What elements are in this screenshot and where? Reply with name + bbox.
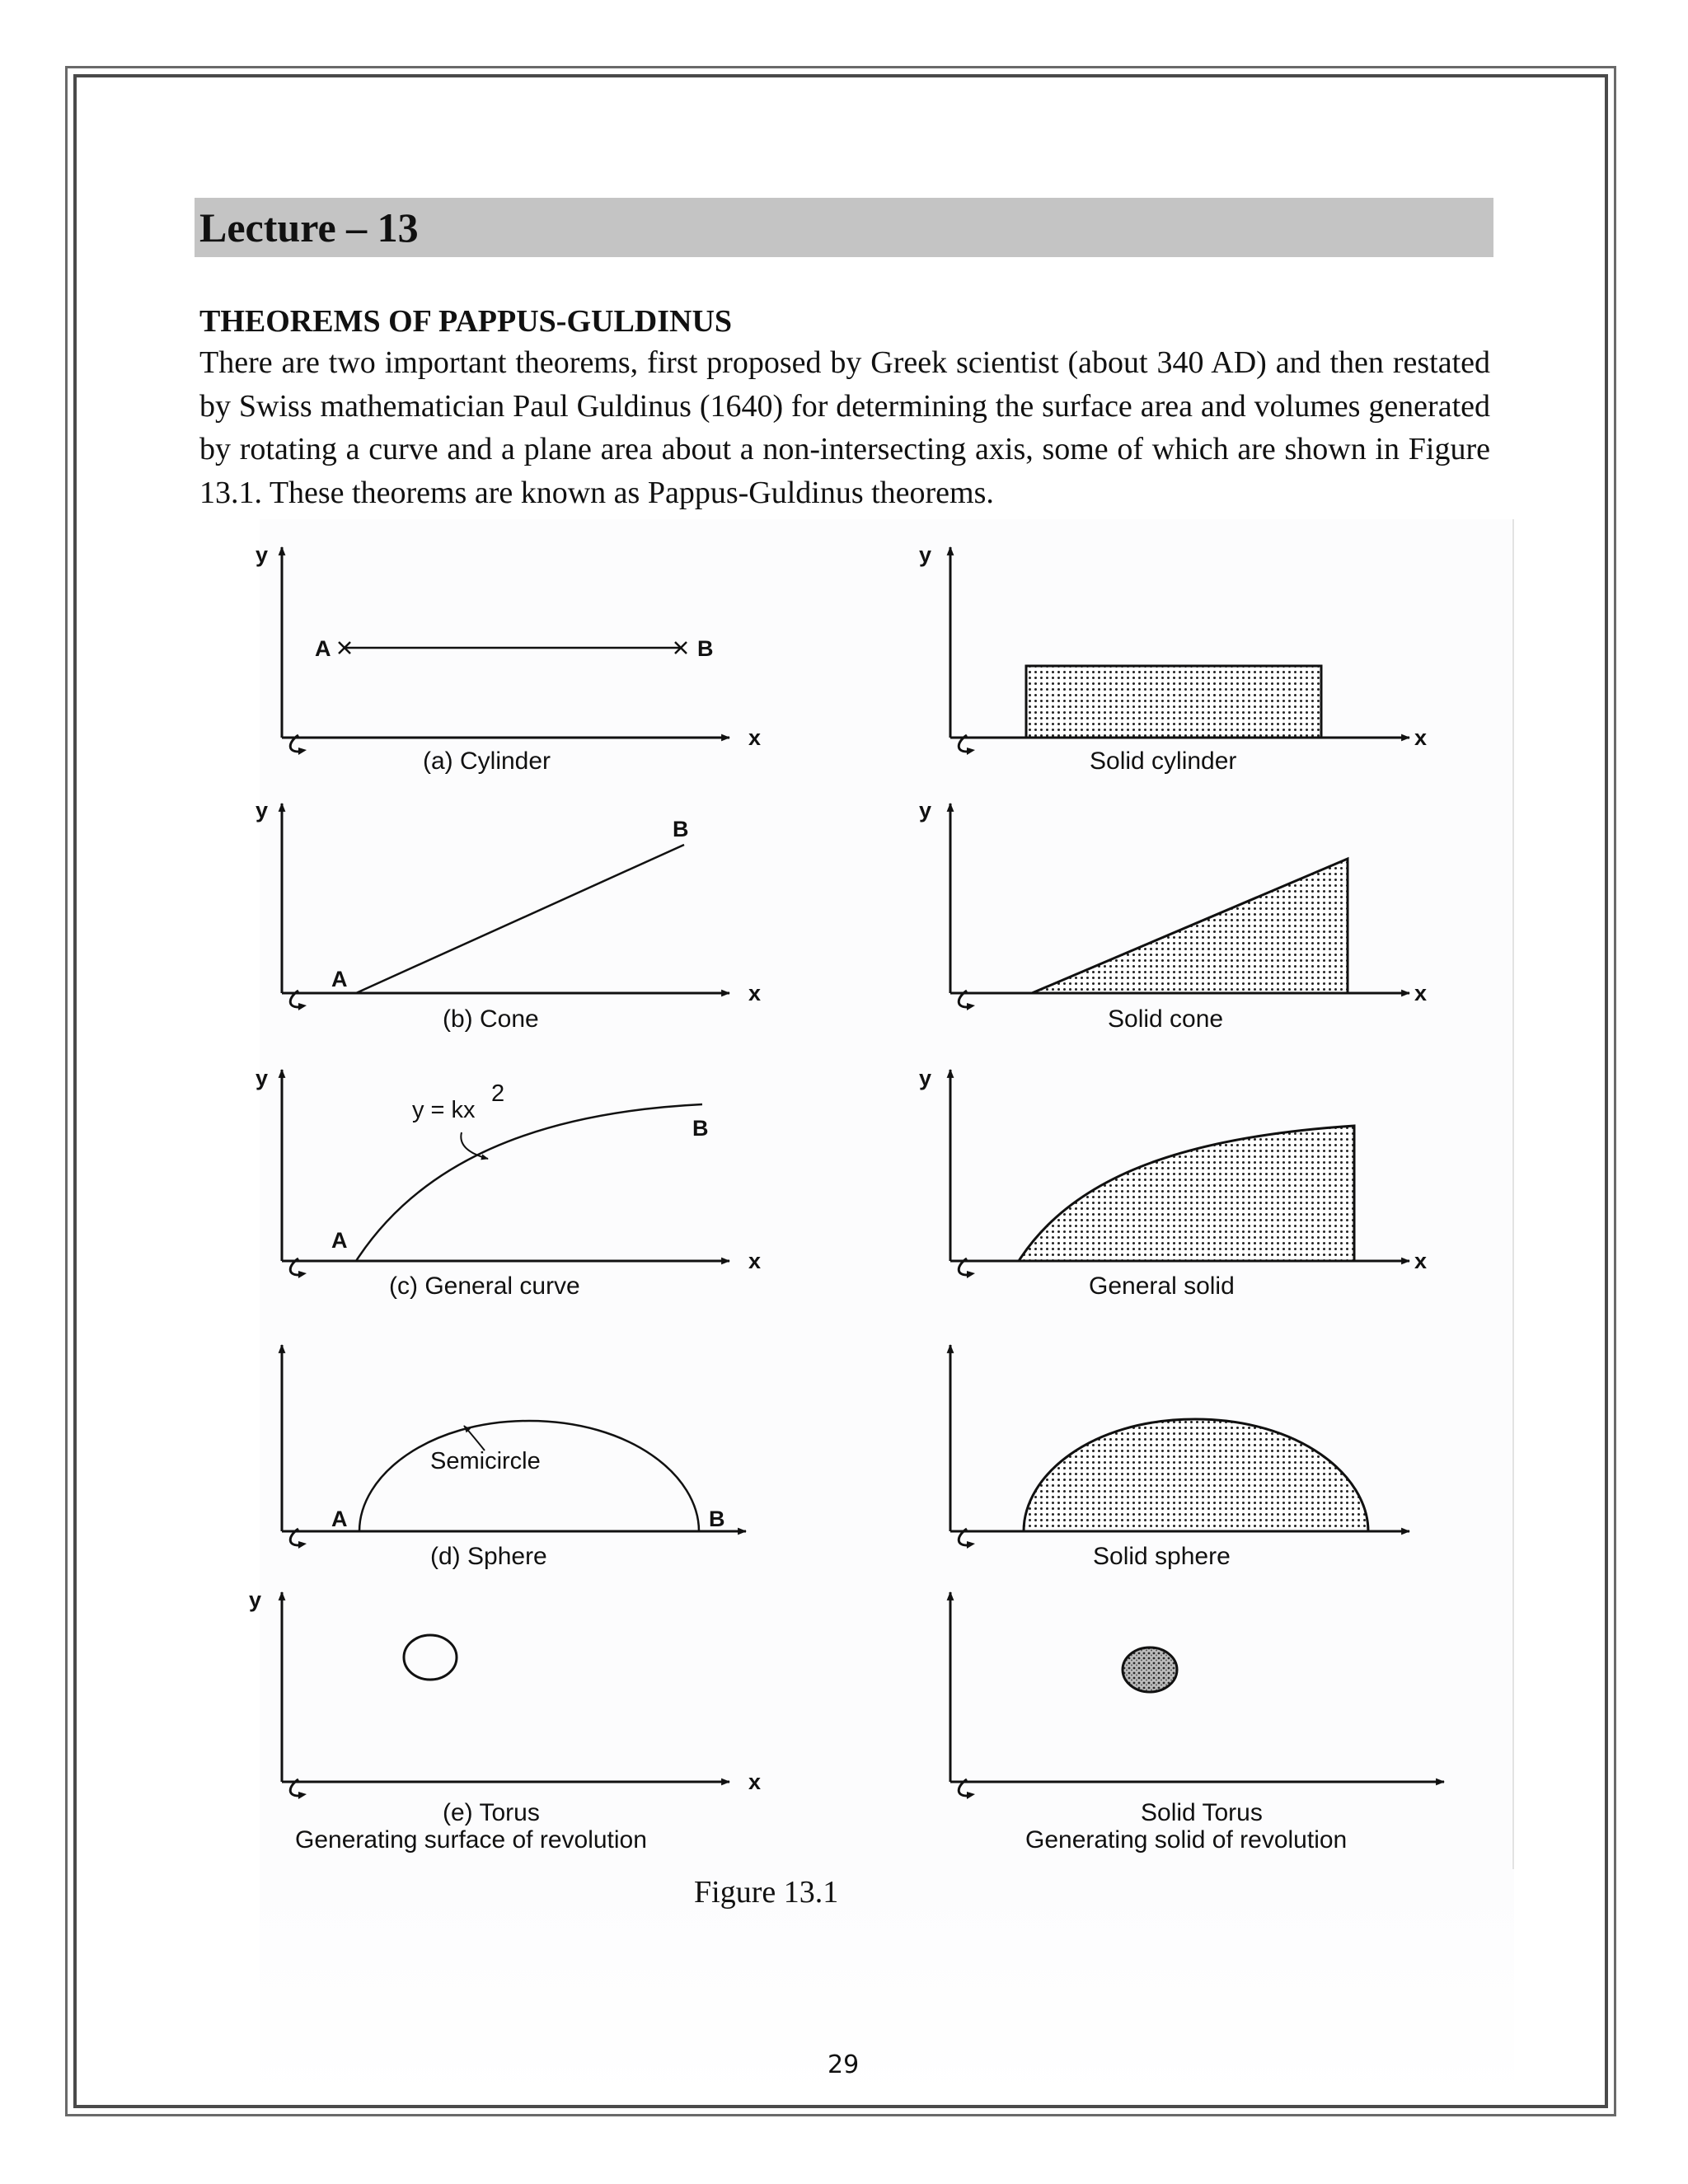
panel-d-left — [282, 1345, 746, 1570]
y-axis-label: y — [919, 798, 932, 823]
y-axis-label: y — [919, 542, 932, 567]
equation-pointer-arrow-icon — [461, 1132, 488, 1159]
solid-torus-disc — [1123, 1647, 1177, 1692]
x-axis-label: x — [748, 725, 762, 750]
subcaption-solid-of-revolution: Generating solid of revolution — [1025, 1826, 1348, 1854]
intro-paragraph: There are two important theorems, first proposed by Greek scientist (about 340 AD) and then restated by Swiss mathematician Paul Guldinus (1640) for determining the surface area and volumes generated by rotating a curve and a plane area about a non-intersecting axis, some of which are shown in Figure 13.1. These theorems are known as Pappus-Guldinus theorems. — [199, 345, 1490, 510]
solid-cone-region — [1032, 859, 1348, 993]
panel-d-right — [950, 1345, 1409, 1570]
semicircle-curve — [359, 1421, 699, 1531]
torus-generating-circle — [404, 1635, 457, 1680]
rotation-arrowhead-icon — [967, 1003, 975, 1010]
rotation-arrowhead-icon — [967, 1271, 975, 1278]
panel-c-left — [256, 1066, 761, 1300]
rotation-arrowhead-icon — [298, 1003, 307, 1010]
y-axis-label: y — [249, 1587, 262, 1612]
x-axis-label: x — [748, 1769, 762, 1794]
caption-general-curve: (c) General curve — [389, 1272, 580, 1300]
caption-solid-sphere: Solid sphere — [1093, 1543, 1231, 1570]
panel-c-right — [919, 1066, 1427, 1300]
point-a-label: A — [331, 967, 348, 991]
rotation-arrowhead-icon — [298, 1271, 307, 1278]
solid-cylinder-region — [1026, 666, 1321, 738]
caption-cylinder: (a) Cylinder — [423, 748, 551, 775]
solid-sphere-region — [1024, 1419, 1368, 1531]
line-ab — [356, 845, 684, 993]
semicircle-label: Semicircle — [430, 1448, 541, 1474]
rotation-arrowhead-icon — [298, 748, 307, 755]
subcaption-surface-of-revolution: Generating surface of revolution — [295, 1826, 647, 1854]
rotation-arrowhead-icon — [967, 748, 975, 755]
equation-label: y = kx — [412, 1097, 476, 1123]
caption-cone: (b) Cone — [443, 1005, 539, 1033]
point-b-label: B — [692, 1116, 709, 1141]
panel-a-right — [919, 542, 1427, 775]
rotation-arrowhead-icon — [967, 1541, 975, 1549]
x-axis-label: x — [1414, 981, 1428, 1005]
general-solid-region — [1019, 1126, 1354, 1261]
figure-caption: Figure 13.1 — [694, 1875, 839, 1910]
point-b-label: B — [697, 636, 714, 661]
caption-solid-torus: Solid Torus — [1141, 1799, 1263, 1826]
y-axis-label: y — [256, 1066, 269, 1090]
y-axis-label: y — [256, 542, 269, 567]
caption-torus: (e) Torus — [443, 1799, 540, 1826]
x-axis-label: x — [1414, 725, 1428, 750]
semicircle-pointer-arrow-icon — [464, 1426, 485, 1451]
equation-exponent: 2 — [491, 1080, 505, 1107]
page-number: 29 — [828, 2050, 860, 2079]
panel-b-right — [919, 798, 1427, 1033]
rotation-arrowhead-icon — [298, 1541, 307, 1549]
x-axis-label: x — [1414, 1249, 1428, 1273]
panel-a-left — [256, 542, 761, 775]
panel-e-left — [249, 1587, 761, 1854]
caption-general-solid: General solid — [1089, 1272, 1235, 1300]
point-a-label: A — [315, 636, 331, 661]
caption-solid-cylinder: Solid cylinder — [1090, 748, 1237, 775]
rotation-arrowhead-icon — [298, 1792, 307, 1799]
point-a-label: A — [331, 1507, 348, 1531]
rotation-arrowhead-icon — [967, 1792, 975, 1799]
y-axis-label: y — [256, 798, 269, 823]
panel-e-right — [950, 1592, 1444, 1854]
point-b-label: B — [709, 1507, 725, 1531]
y-axis-label: y — [919, 1066, 932, 1090]
point-b-label: B — [673, 817, 689, 841]
lecture-title: Lecture – 13 — [195, 198, 1493, 257]
caption-sphere: (d) Sphere — [430, 1543, 547, 1570]
caption-solid-cone: Solid cone — [1108, 1005, 1224, 1033]
panel-b-left — [256, 798, 761, 1033]
curve-y-kx2 — [356, 1104, 702, 1261]
x-axis-label: x — [748, 981, 762, 1005]
point-a-label: A — [331, 1228, 348, 1253]
section-heading: THEOREMS OF PAPPUS-GULDINUS — [199, 304, 733, 339]
x-axis-label: x — [748, 1249, 762, 1273]
